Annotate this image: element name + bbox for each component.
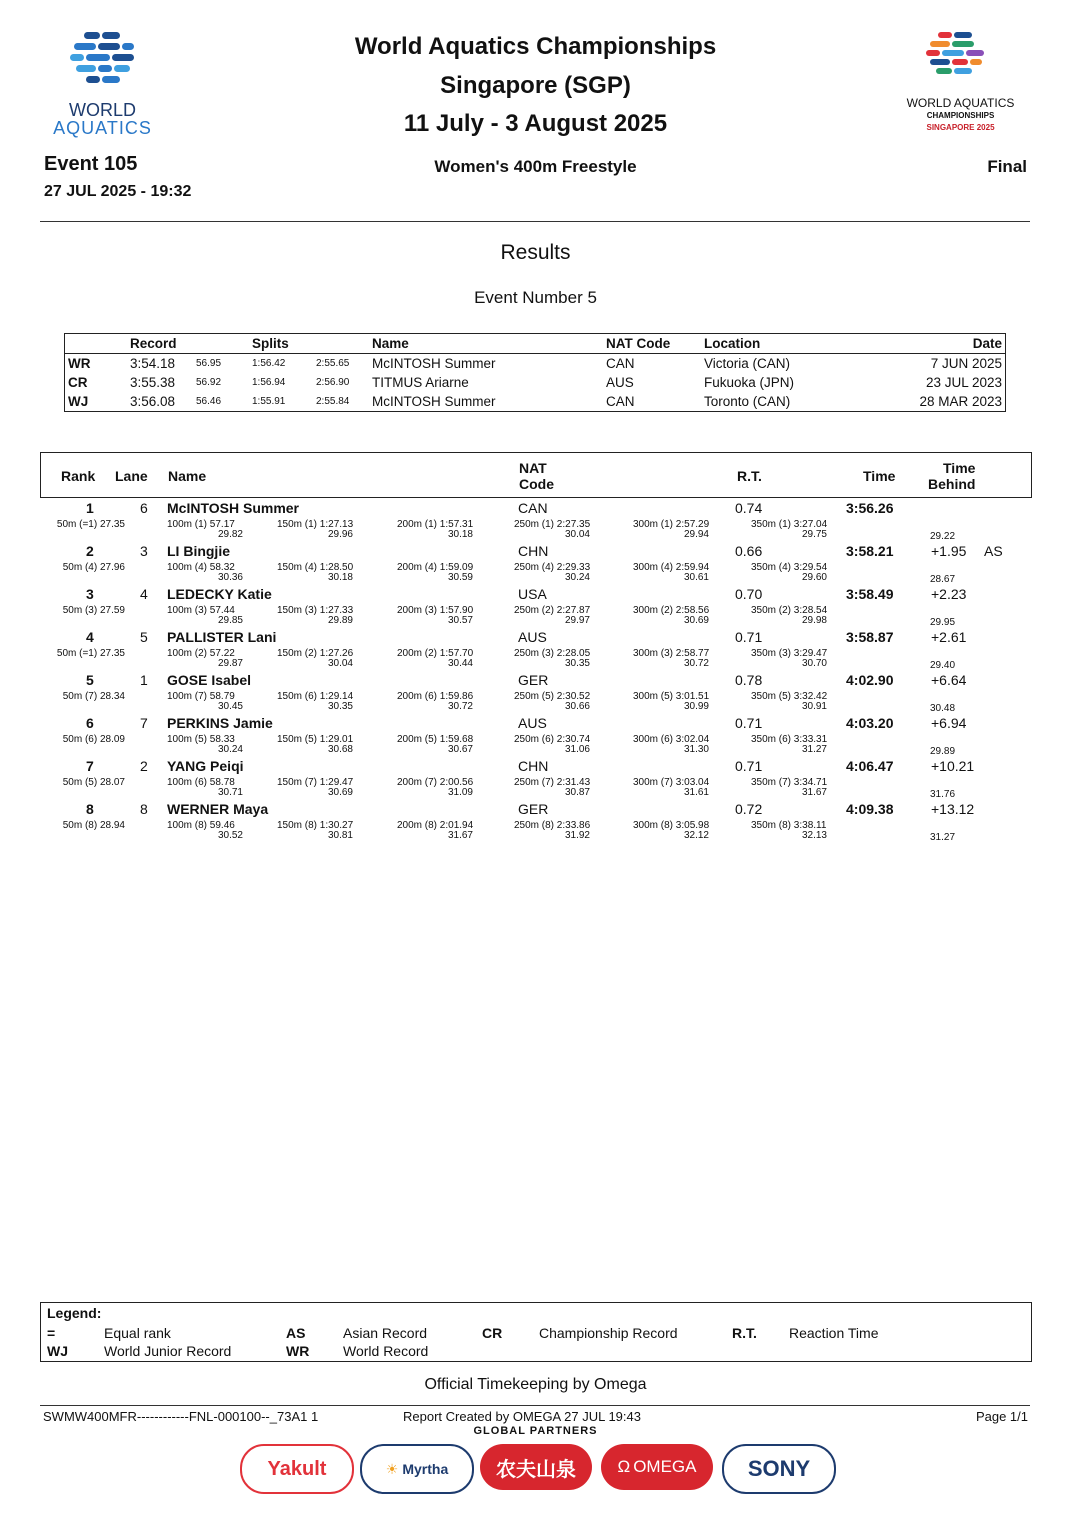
partner-omega-label: OMEGA	[633, 1457, 697, 1476]
split-lap: 30.18	[327, 572, 353, 583]
split-lap: 29.75	[801, 529, 827, 540]
legend-key: WR	[286, 1343, 310, 1359]
record-type: WJ	[68, 394, 89, 409]
split-lap: 30.35	[564, 658, 590, 669]
split-cumulative: 250m (6) 2:30.74	[514, 734, 591, 745]
split-cumulative: 300m (4) 2:59.94	[633, 562, 710, 573]
lane-cell: 7	[140, 715, 148, 731]
location-title: Singapore (SGP)	[440, 72, 631, 99]
split-50m: 50m (=1) 27.35	[56, 519, 125, 530]
championship-title: World Aquatics Championships	[354, 33, 717, 60]
results-header	[40, 452, 1032, 498]
athlete-name: GOSE Isabel	[167, 672, 252, 688]
event-label: Event 105	[44, 153, 138, 175]
split-last-lap: 29.22	[930, 531, 956, 542]
split-lap: 30.87	[564, 787, 590, 798]
reaction-time: 0.72	[735, 801, 763, 817]
reaction-time: 0.66	[735, 543, 763, 559]
split-last-lap: 29.89	[930, 746, 956, 757]
time-behind: +6.94	[931, 715, 967, 731]
record-split: 1:56.42	[252, 358, 286, 369]
split-cumulative: 300m (5) 3:01.51	[633, 691, 710, 702]
reaction-time: 0.71	[735, 758, 763, 774]
split-lap: 29.87	[217, 658, 243, 669]
record-row-wr	[65, 354, 1006, 374]
reaction-time: 0.78	[735, 672, 763, 688]
split-lap: 31.06	[564, 744, 590, 755]
name-header: Name	[369, 334, 603, 354]
record-split: 56.46	[196, 396, 222, 407]
time-behind: +13.12	[931, 801, 975, 817]
split-last-lap: 29.40	[930, 660, 956, 671]
record-location: Toronto (CAN)	[704, 394, 791, 409]
reaction-time: 0.71	[735, 715, 763, 731]
split-lap: 30.52	[217, 830, 243, 841]
split-cumulative: 250m (8) 2:33.86	[514, 820, 591, 831]
split-cumulative: 300m (8) 3:05.98	[633, 820, 710, 831]
date-header: Date	[877, 334, 1006, 354]
record-row-wj	[65, 392, 1006, 412]
split-lap: 30.04	[327, 658, 353, 669]
split-cumulative: 200m (7) 2:00.56	[397, 777, 474, 788]
legend-title: Legend:	[47, 1305, 102, 1321]
split-cumulative: 350m (2) 3:28.54	[751, 605, 828, 616]
nat-header: NAT Code	[603, 334, 701, 354]
lane-cell: 1	[140, 672, 148, 688]
split-lap: 29.60	[801, 572, 827, 583]
split-lap: 30.59	[447, 572, 473, 583]
event-name: Women's 400m Freestyle	[434, 157, 637, 176]
lane-cell: 8	[140, 801, 148, 817]
timekeeping-note: Official Timekeeping by Omega	[424, 1376, 647, 1393]
athlete-name: McINTOSH Summer	[167, 500, 299, 516]
legend-key: AS	[286, 1325, 306, 1341]
reaction-time: 0.74	[735, 500, 763, 516]
split-50m: 50m (5) 28.07	[62, 777, 125, 788]
record-name: McINTOSH Summer	[372, 356, 496, 371]
record-split: 56.95	[196, 358, 222, 369]
rank-header: Rank	[61, 468, 96, 484]
record-type: WR	[68, 356, 91, 371]
partner-yakult	[240, 1444, 354, 1494]
nat-cell: AUS	[518, 629, 547, 645]
nat-cell: CAN	[518, 500, 548, 516]
nat-cell: AUS	[518, 715, 547, 731]
split-cumulative: 200m (1) 1:57.31	[397, 519, 474, 530]
time-behind: +1.95	[931, 543, 967, 559]
rank-cell: 2	[86, 543, 94, 559]
split-50m: 50m (4) 27.96	[62, 562, 125, 573]
split-lap: 30.72	[447, 701, 473, 712]
time-behind-header-2: Behind	[928, 476, 976, 492]
legend-label: Asian Record	[343, 1325, 428, 1341]
split-lap: 29.98	[801, 615, 827, 626]
legend-label: Championship Record	[539, 1325, 678, 1341]
record-time: 3:54.18	[130, 356, 176, 371]
split-last-lap: 28.67	[930, 574, 956, 585]
record-split: 2:55.65	[316, 358, 350, 369]
logo-text-2: CHAMPIONSHIPS	[926, 111, 995, 120]
lane-cell: 5	[140, 629, 148, 645]
time-behind: +2.61	[931, 629, 967, 645]
split-cumulative: 100m (8) 59.46	[167, 820, 235, 831]
logo-text-3: SINGAPORE 2025	[926, 123, 995, 132]
rank-cell: 7	[86, 758, 94, 774]
record-split: 2:55.84	[316, 396, 350, 407]
time-behind: +2.23	[931, 586, 967, 602]
split-lap: 30.61	[683, 572, 709, 583]
split-cumulative: 100m (7) 58.79	[167, 691, 235, 702]
legend-key: CR	[482, 1325, 503, 1341]
split-lap: 30.18	[447, 529, 473, 540]
split-cumulative: 200m (5) 1:59.68	[397, 734, 474, 745]
partner-yakult-label: Yakult	[267, 1457, 327, 1480]
split-lap: 31.09	[447, 787, 473, 798]
legend-box	[40, 1302, 1032, 1362]
legend-label: Reaction Time	[789, 1325, 879, 1341]
split-lap: 30.72	[683, 658, 709, 669]
split-cumulative: 350m (6) 3:33.31	[751, 734, 828, 745]
record-header: Record	[127, 334, 193, 354]
name-header: Name	[168, 468, 207, 484]
time-behind: +6.64	[931, 672, 967, 688]
report-created: Report Created by OMEGA 27 JUL 19:43	[403, 1409, 641, 1424]
split-lap: 30.69	[327, 787, 353, 798]
split-cumulative: 100m (2) 57.22	[167, 648, 235, 659]
split-lap: 31.67	[801, 787, 827, 798]
records-header	[65, 334, 1006, 354]
lane-cell: 2	[140, 758, 148, 774]
athlete-name: LI Bingjie	[167, 543, 230, 559]
location-header: Location	[701, 334, 877, 354]
partner-nongfu-label: 农夫山泉	[496, 1458, 576, 1481]
partners-title: GLOBAL PARTNERS	[473, 1425, 598, 1437]
legend-key: R.T.	[732, 1325, 757, 1341]
split-lap: 32.13	[801, 830, 827, 841]
split-cumulative: 150m (8) 1:30.27	[277, 820, 354, 831]
time-behind-header-1: Time	[943, 460, 976, 476]
split-cumulative: 300m (2) 2:58.56	[633, 605, 710, 616]
split-cumulative: 100m (4) 58.32	[167, 562, 235, 573]
athlete-name: YANG Peiqi	[167, 758, 244, 774]
athlete-name: LEDECKY Katie	[167, 586, 272, 602]
header-divider	[40, 221, 1030, 222]
rank-cell: 6	[86, 715, 94, 731]
split-cumulative: 300m (3) 2:58.77	[633, 648, 710, 659]
dates-title: 11 July - 3 August 2025	[403, 110, 668, 137]
athlete-name: PALLISTER Lani	[167, 629, 277, 645]
result-row	[40, 500, 1030, 543]
nat-cell: CHN	[518, 758, 549, 774]
split-cumulative: 100m (1) 57.17	[167, 519, 235, 530]
record-location: Fukuoka (JPN)	[704, 375, 795, 390]
split-cumulative: 200m (4) 1:59.09	[397, 562, 474, 573]
athlete-name: WERNER Maya	[167, 801, 269, 817]
result-row	[40, 758, 1030, 801]
split-cumulative: 250m (4) 2:29.33	[514, 562, 591, 573]
final-time: 4:03.20	[846, 715, 894, 731]
split-lap: 29.89	[327, 615, 353, 626]
split-lap: 29.97	[564, 615, 590, 626]
split-cumulative: 250m (1) 2:27.35	[514, 519, 591, 530]
result-row	[40, 586, 1030, 629]
final-time: 3:58.87	[846, 629, 894, 645]
lane-cell: 4	[140, 586, 148, 602]
record-time: 3:55.38	[130, 375, 176, 390]
split-cumulative: 350m (5) 3:32.42	[751, 691, 828, 702]
split-lap: 30.45	[217, 701, 243, 712]
logo-text-1: WORLD AQUATICS	[906, 96, 1015, 110]
rank-cell: 1	[86, 500, 94, 516]
rank-cell: 5	[86, 672, 94, 688]
partner-sony	[722, 1444, 836, 1494]
split-cumulative: 200m (3) 1:57.90	[397, 605, 474, 616]
split-lap: 30.57	[447, 615, 473, 626]
final-time: 4:09.38	[846, 801, 894, 817]
athlete-name: PERKINS Jamie	[167, 715, 273, 731]
split-lap: 30.66	[564, 701, 590, 712]
split-cumulative: 150m (6) 1:29.14	[277, 691, 354, 702]
rt-header: R.T.	[737, 468, 762, 484]
split-lap: 30.24	[217, 744, 243, 755]
omega-icon: Ω	[617, 1457, 631, 1476]
split-lap: 30.24	[564, 572, 590, 583]
partner-myrtha-label: Myrtha	[402, 1461, 449, 1477]
record-row-cr	[65, 373, 1006, 392]
split-cumulative: 200m (2) 1:57.70	[397, 648, 474, 659]
logo-text-world: WORLD	[69, 100, 136, 120]
lane-header: Lane	[115, 468, 148, 484]
split-lap: 29.85	[217, 615, 243, 626]
record-nat: CAN	[606, 356, 635, 371]
partner-myrtha	[360, 1444, 474, 1494]
phase-label: Final	[987, 157, 1027, 176]
nat-cell: USA	[518, 586, 547, 602]
split-cumulative: 350m (1) 3:27.04	[751, 519, 828, 530]
split-last-lap: 31.27	[930, 832, 956, 843]
partner-nongfu	[480, 1444, 592, 1490]
rank-cell: 3	[86, 586, 94, 602]
legend-label: World Junior Record	[104, 1343, 232, 1359]
split-cumulative: 300m (1) 2:57.29	[633, 519, 710, 530]
split-lap: 30.91	[801, 701, 827, 712]
split-lap: 30.70	[801, 658, 827, 669]
split-cumulative: 200m (6) 1:59.86	[397, 691, 474, 702]
record-time: 3:56.08	[130, 394, 176, 409]
split-cumulative: 150m (2) 1:27.26	[277, 648, 354, 659]
final-time: 4:02.90	[846, 672, 894, 688]
split-lap: 32.12	[683, 830, 709, 841]
rank-cell: 4	[86, 629, 94, 645]
split-cumulative: 250m (2) 2:27.87	[514, 605, 591, 616]
event-number: Event Number 5	[474, 288, 597, 307]
record-nat: AUS	[606, 375, 634, 390]
split-50m: 50m (3) 27.59	[62, 605, 125, 616]
split-cumulative: 350m (8) 3:38.11	[751, 820, 827, 831]
time-header: Time	[863, 468, 896, 484]
split-cumulative: 350m (7) 3:34.71	[751, 777, 828, 788]
record-split: 1:55.91	[252, 396, 286, 407]
split-cumulative: 100m (5) 58.33	[167, 734, 235, 745]
split-cumulative: 100m (6) 58.78	[167, 777, 235, 788]
record-split: 56.92	[196, 377, 222, 388]
lane-cell: 6	[140, 500, 148, 516]
split-cumulative: 250m (5) 2:30.52	[514, 691, 591, 702]
partner-sony-label: SONY	[747, 1456, 811, 1481]
split-cumulative: 150m (4) 1:28.50	[277, 562, 354, 573]
split-cumulative: 350m (3) 3:29.47	[751, 648, 828, 659]
split-lap: 30.44	[447, 658, 473, 669]
split-cumulative: 150m (5) 1:29.01	[277, 734, 354, 745]
split-cumulative: 100m (3) 57.44	[167, 605, 235, 616]
split-lap: 30.35	[327, 701, 353, 712]
split-lap: 30.81	[327, 830, 353, 841]
result-row	[40, 801, 1030, 844]
nat-cell: GER	[518, 672, 549, 688]
final-time: 3:58.49	[846, 586, 894, 602]
code-header: Code	[519, 476, 554, 492]
record-name: McINTOSH Summer	[372, 394, 496, 409]
split-cumulative: 150m (3) 1:27.33	[277, 605, 354, 616]
report-code: SWMW400MFR------------FNL-000100--_73A1 1	[43, 1409, 319, 1424]
split-lap: 31.67	[447, 830, 473, 841]
split-lap: 30.04	[564, 529, 590, 540]
legend-label: Equal rank	[104, 1325, 171, 1341]
nat-cell: GER	[518, 801, 549, 817]
record-type: CR	[68, 375, 88, 390]
lane-cell: 3	[140, 543, 148, 559]
split-cumulative: 300m (6) 3:02.04	[633, 734, 710, 745]
logo-text-aquatics: AQUATICS	[53, 118, 152, 138]
split-lap: 30.71	[217, 787, 243, 798]
reaction-time: 0.70	[735, 586, 763, 602]
split-50m: 50m (6) 28.09	[62, 734, 125, 745]
split-lap: 30.99	[683, 701, 709, 712]
nat-header: NAT	[519, 460, 547, 476]
split-lap: 29.96	[327, 529, 353, 540]
results-title: Results	[500, 241, 571, 264]
record-date: 7 JUN 2025	[930, 356, 1002, 371]
sun-icon: ☀	[385, 1460, 399, 1477]
record-split: 1:56.94	[252, 377, 286, 388]
reaction-time: 0.71	[735, 629, 763, 645]
split-last-lap: 29.95	[930, 617, 956, 628]
split-lap: 31.61	[683, 787, 709, 798]
result-row	[40, 672, 1030, 715]
records-table	[64, 333, 1006, 412]
split-last-lap: 30.48	[930, 703, 956, 714]
page-number: Page 1/1	[975, 1409, 1028, 1424]
legend-key: =	[47, 1325, 56, 1341]
split-cumulative: 250m (7) 2:31.43	[514, 777, 591, 788]
record-date: 23 JUL 2023	[925, 375, 1002, 390]
legend-key: WJ	[47, 1343, 68, 1359]
footer-divider	[40, 1405, 1030, 1406]
nat-cell: CHN	[518, 543, 549, 559]
split-lap: 30.67	[447, 744, 473, 755]
record-flag: AS	[984, 543, 1003, 559]
final-time: 3:58.21	[846, 543, 894, 559]
final-time: 4:06.47	[846, 758, 894, 774]
result-row	[40, 629, 1030, 672]
split-lap: 29.94	[683, 529, 709, 540]
record-split: 2:56.90	[316, 377, 350, 388]
partner-omega	[601, 1444, 713, 1490]
time-behind: +10.21	[931, 758, 975, 774]
record-name: TITMUS Ariarne	[372, 375, 469, 390]
split-cumulative: 200m (8) 2:01.94	[397, 820, 474, 831]
split-50m: 50m (7) 28.34	[62, 691, 125, 702]
split-lap: 31.27	[801, 744, 827, 755]
split-lap: 30.68	[327, 744, 353, 755]
result-row	[40, 543, 1030, 586]
record-nat: CAN	[606, 394, 635, 409]
split-50m: 50m (=1) 27.35	[56, 648, 125, 659]
split-cumulative: 150m (1) 1:27.13	[277, 519, 354, 530]
final-time: 3:56.26	[846, 500, 894, 516]
split-cumulative: 350m (4) 3:29.54	[751, 562, 828, 573]
event-datetime: 27 JUL 2025 - 19:32	[44, 183, 192, 200]
split-lap: 31.30	[683, 744, 709, 755]
split-lap: 30.36	[217, 572, 243, 583]
record-location: Victoria (CAN)	[704, 356, 791, 371]
legend-label: World Record	[343, 1343, 429, 1359]
split-cumulative: 250m (3) 2:28.05	[514, 648, 591, 659]
splits-header: Splits	[249, 334, 313, 354]
split-cumulative: 300m (7) 3:03.04	[633, 777, 710, 788]
split-lap: 31.92	[564, 830, 590, 841]
record-date: 28 MAR 2023	[919, 394, 1002, 409]
split-cumulative: 150m (7) 1:29.47	[277, 777, 354, 788]
split-last-lap: 31.76	[930, 789, 956, 800]
rank-cell: 8	[86, 801, 94, 817]
split-50m: 50m (8) 28.94	[62, 820, 125, 831]
split-lap: 30.69	[683, 615, 709, 626]
split-lap: 29.82	[217, 529, 243, 540]
result-row	[40, 715, 1030, 758]
